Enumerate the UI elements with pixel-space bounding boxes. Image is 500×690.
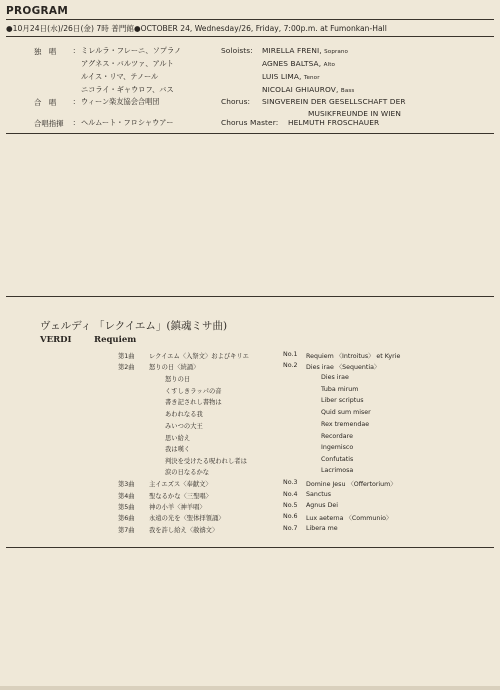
soloist-jp: ニコライ・ギャウロフ、バス [81,85,174,94]
credits-rule [6,133,494,134]
soloists-label-jp: 独 唱 [34,47,57,56]
movement-no-jp: 第4曲 [118,493,135,500]
movement-en: Domine Jesu 〈Offertorium〉 [306,481,397,488]
chorus-en-line2: MUSIKFREUNDE IN WIEN [308,109,401,118]
movement-no-en: No.3 [283,479,298,486]
work-top-rule [6,296,494,297]
movement-no-jp: 第7曲 [118,527,135,534]
soloist-en: MIRELLA FRENI, Soprano [262,46,349,55]
dies-irae-part-jp: くすしきラッパの音 [165,388,222,395]
dies-irae-part-en: Ingemisco [321,444,354,451]
page-bottom-edge [0,686,500,690]
movement-jp: 怒りの日〈続誦〉 [149,364,200,371]
dies-irae-part-en: Confutatis [321,456,354,463]
dies-irae-part-jp: 書き記されし書物は [165,399,222,406]
movement-jp: 主イエズス〈奉献文〉 [149,481,212,488]
movement-jp: 永遠の光を〈聖体拝領誦〉 [149,515,225,522]
movement-no-en: No.4 [283,491,298,498]
chorus-master-label-en: Chorus Master: [221,118,279,127]
colon: : [73,97,76,106]
soloist-jp: ミレルラ・フレーニ、ソプラノ [81,46,182,55]
dies-irae-part-jp: 涙の日なるかな [165,469,210,476]
movement-no-en: No.1 [283,351,298,358]
movement-en: Dies irae 〈Sequentia〉 [306,364,381,371]
movement-jp: 神の小羊〈神羊唱〉 [149,504,206,511]
movement-jp: 我を許し給え〈赦禱文〉 [149,527,219,534]
chorus-master-label-jp: 合唱指揮 [34,119,64,128]
movement-no-en: No.2 [283,362,298,369]
dies-irae-part-jp: みいつの大王 [165,423,203,430]
composer-jp: ヴェルディ [40,320,92,332]
chorus-label-en: Chorus: [221,97,251,106]
movement-en: Libera me [306,525,338,532]
dies-irae-part-en: Lacrimosa [321,467,354,474]
soloist-en: NICOLAI GHIAUROV, Bass [262,85,355,94]
colon: : [73,118,76,127]
header-rule [6,19,494,20]
chorus-master-en: HELMUTH FROSCHAUER [288,118,380,127]
soloist-jp: ルイス・リマ、テノール [81,72,159,81]
dies-irae-part-jp: 怒りの日 [165,376,191,383]
date-rule [6,36,494,37]
chorus-label-jp: 合 唱 [34,98,57,107]
movement-no-jp: 第6曲 [118,515,135,522]
work-title-jp: 「レクイエム」(鎮魂ミサ曲) [94,320,228,332]
colon: : [73,46,76,55]
dies-irae-part-jp: 我は嘆く [165,446,191,453]
composer-en: VERDI [40,335,72,345]
dies-irae-part-en: Rex tremendae [321,421,370,428]
movement-jp: 聖なるかな〈三聖唱〉 [149,493,212,500]
dies-irae-part-en: Recordare [321,433,353,440]
soloist-en: LUIS LIMA, Tenor [262,72,320,81]
work-title-en: Requiem [94,335,137,345]
chorus-en-line1: SINGVEREIN DER GESELLSCHAFT DER [262,97,406,106]
dies-irae-part-jp: 思い給え [165,435,191,442]
dies-irae-part-en: Tuba mirum [321,386,359,393]
dies-irae-part-jp: 判決を受けたる呪われし者は [165,458,247,465]
movement-no-jp: 第5曲 [118,504,135,511]
movement-no-en: No.5 [283,502,298,509]
soloist-en: AGNES BALTSA, Alto [262,59,336,68]
soloists-label-en: Soloists: [221,46,253,55]
movement-no-jp: 第1曲 [118,353,135,360]
movement-no-jp: 第2曲 [118,364,135,371]
movement-no-jp: 第3曲 [118,481,135,488]
dies-irae-part-en: Liber scriptus [321,397,364,404]
movement-no-en: No.7 [283,525,298,532]
work-bottom-rule [6,547,494,548]
dies-irae-part-jp: あわれなる我 [165,411,203,418]
chorus-master-jp: ヘルムート・フロシャウアー [81,118,174,127]
dies-irae-part-en: Dies irae [321,374,349,381]
soloist-jp: アグネス・バルツァ、アルト [81,59,174,68]
dies-irae-part-en: Quid sum miser [321,409,371,416]
movement-en: Lux aeterna 〈Communio〉 [306,515,393,522]
movement-jp: レクイエム〈入祭文〉およびキリエ [149,353,249,360]
chorus-jp: ウィーン楽友協会合唱団 [81,97,160,106]
movement-en: Agnus Dei [306,502,339,509]
movement-no-en: No.6 [283,513,298,520]
movement-en: Sanctus [306,491,332,498]
program-title: PROGRAM [6,5,69,17]
movement-en: Requiem 〈Introitus〉 et Kyrie [306,353,401,360]
date-line: ●10月24日(水)/26日(金) 7時 普門館●OCTOBER 24, Wednesday/26, Friday, 7:00p.m. at Fumonkan-Hall [6,24,387,33]
